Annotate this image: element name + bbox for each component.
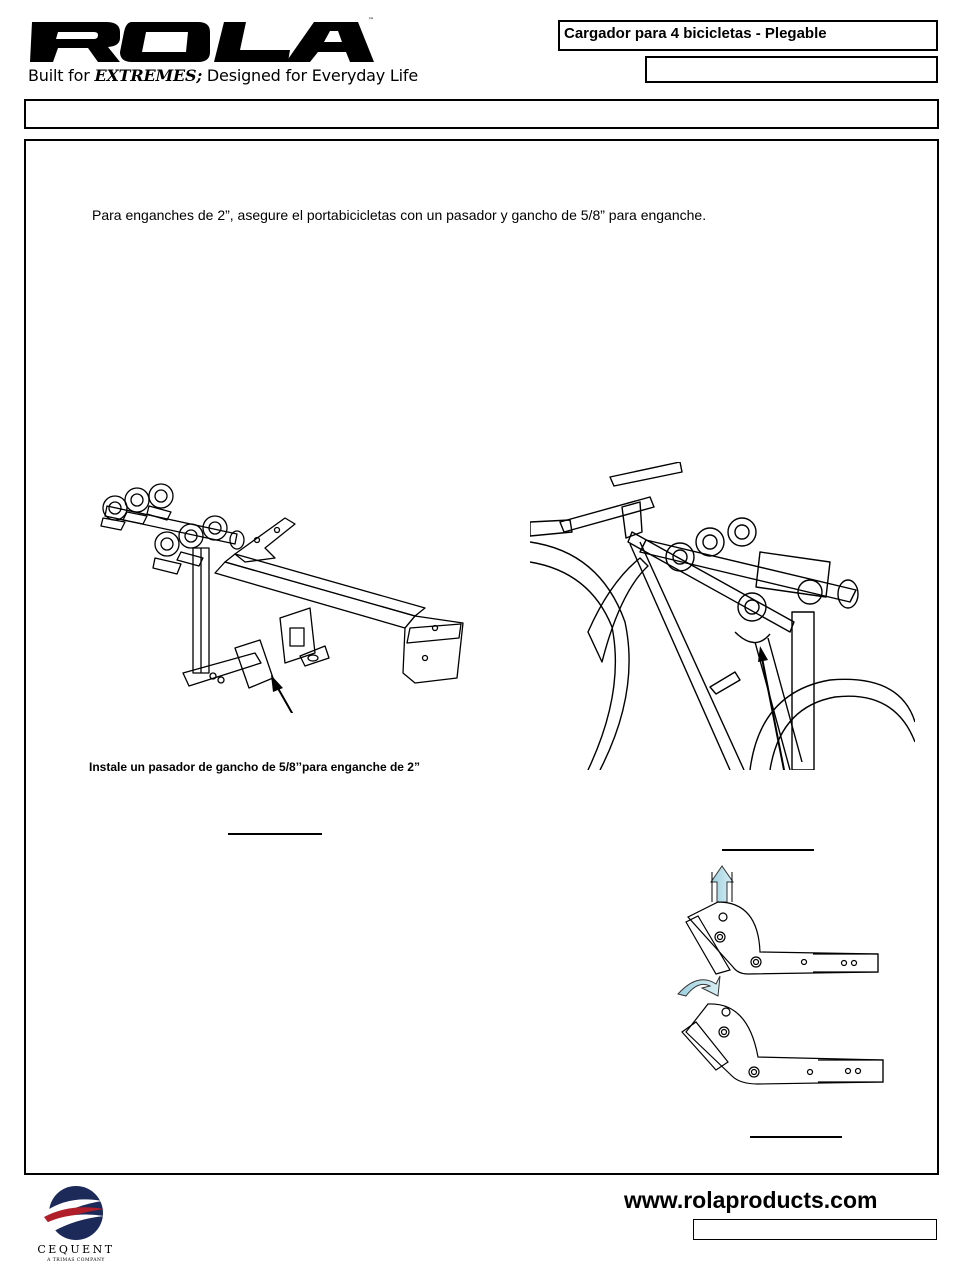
footer-info-box	[693, 1219, 937, 1240]
figure-label-underline-left	[228, 833, 322, 835]
figure-label-underline-bottom	[750, 1136, 842, 1138]
cequent-logo	[30, 1183, 130, 1268]
tagline-extremes: EXTREMES;	[94, 66, 203, 85]
hitch-rack-illustration	[85, 478, 470, 713]
cequent-emblem	[30, 1183, 130, 1243]
tagline-part2: Designed for Everyday Life	[202, 66, 418, 85]
folding-arm-illustration	[668, 862, 888, 1094]
cequent-subtitle: A TRIMAS COMPANY	[47, 1258, 105, 1263]
instruction-text: Para enganches de 2”, asegure el portabicicletas con un pasador y gancho de 5/8” para enganche.	[92, 207, 707, 223]
figure-label-underline-right	[722, 849, 814, 851]
product-title-box	[558, 20, 938, 51]
trademark-symbol: ™	[368, 17, 374, 24]
tagline	[28, 66, 418, 85]
rola-wordmark	[28, 14, 378, 66]
website-link[interactable]: www.rolaproducts.com	[624, 1187, 878, 1213]
part-number-box	[645, 56, 938, 83]
section-title-box	[24, 99, 939, 129]
caption-install-pin: Instale un pasador de gancho de 5/8’’para enganche de 2”	[89, 760, 420, 774]
cequent-name: CEQUENT	[37, 1243, 115, 1256]
tagline-part1: Built for	[28, 66, 95, 85]
bike-mounted-illustration	[530, 462, 915, 770]
product-title: Cargador para 4 bicicletas - Plegable	[564, 25, 827, 42]
rola-logo	[28, 14, 418, 89]
